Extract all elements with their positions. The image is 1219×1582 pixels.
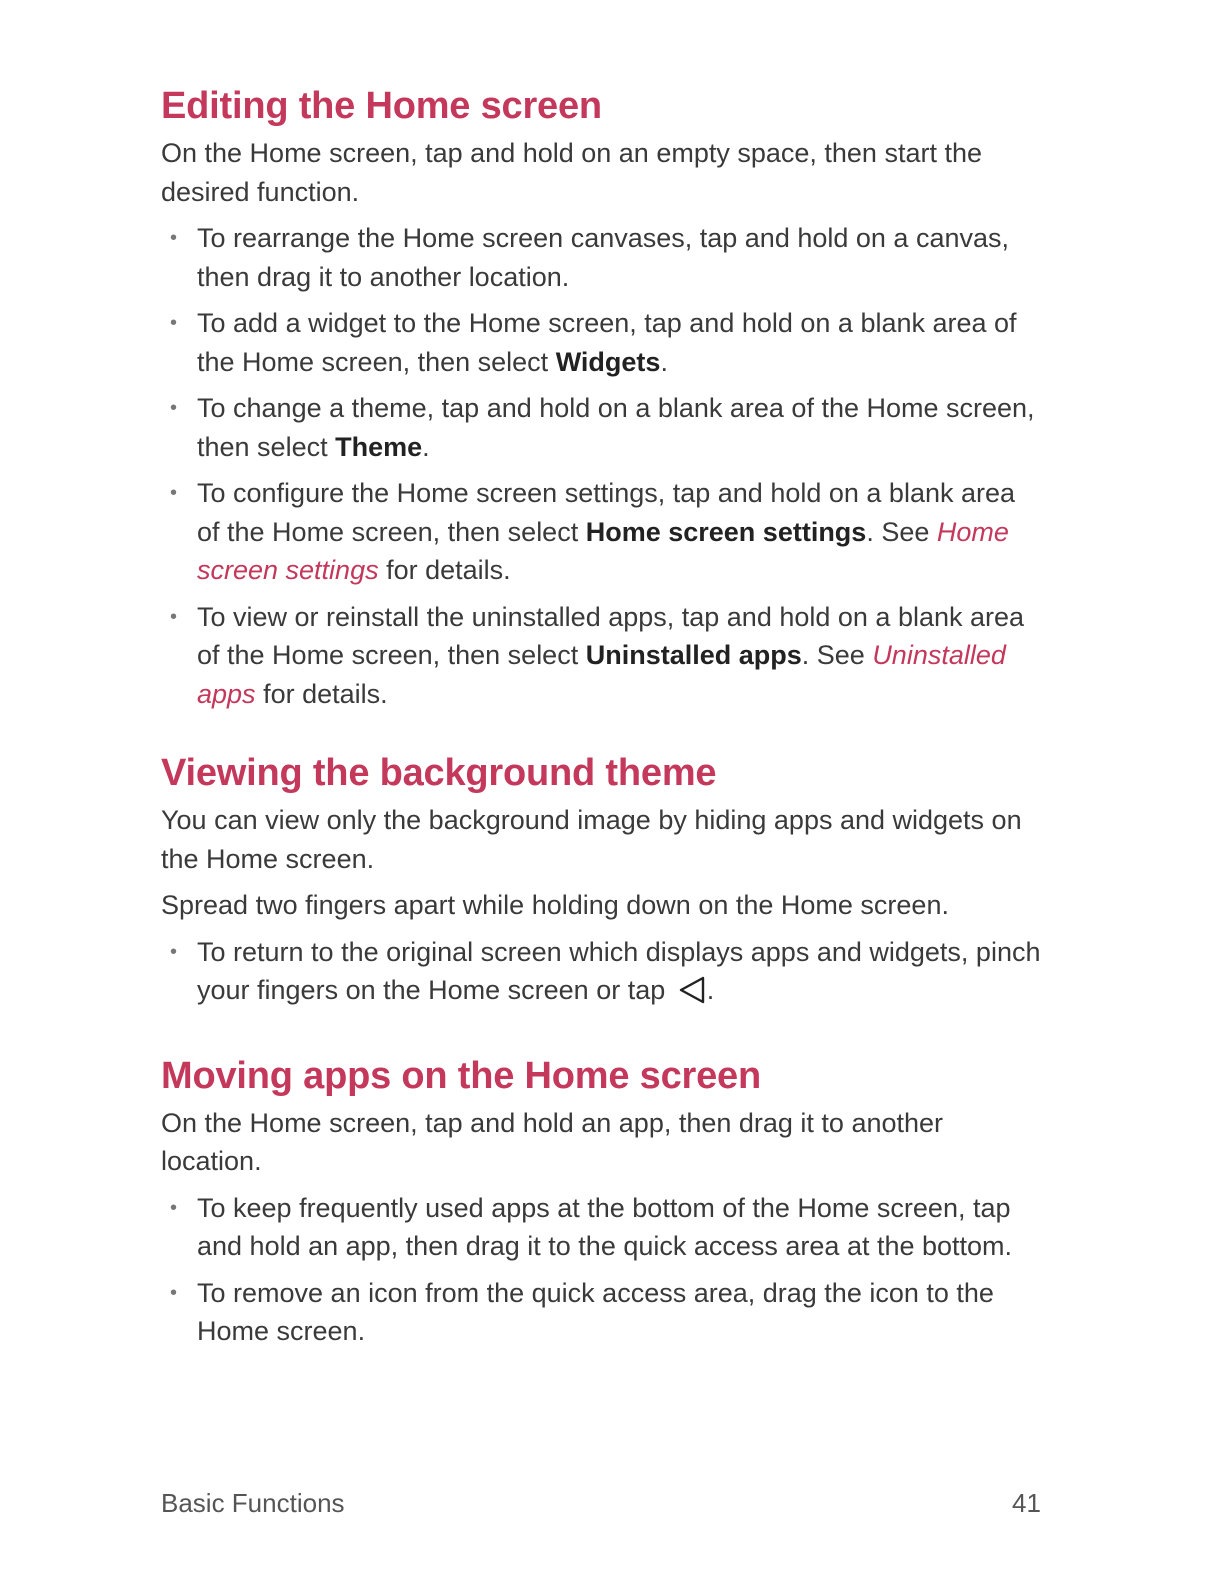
list-item-text: . See bbox=[801, 640, 873, 670]
section-title: Moving apps on the Home screen bbox=[161, 1054, 761, 1097]
bullet-dot: • bbox=[170, 312, 178, 334]
list-item-text: To return to the original screen which displays apps and widgets, pinch your fingers on the Home screen or tap bbox=[197, 936, 1041, 1005]
list-item bbox=[161, 1274, 1041, 1351]
section-editing-home-screen bbox=[161, 82, 1041, 713]
section-title: Viewing the background theme bbox=[161, 752, 717, 794]
list-item-text: To view or reinstall the uninstalled apps, tap and hold on a blank area of the Home screen, then select bbox=[197, 601, 1025, 670]
bullet-dot: • bbox=[170, 227, 178, 249]
list-item-text: . bbox=[706, 975, 715, 1005]
list-item-text: To change a theme, tap and hold on a blank area of the Home screen, then select bbox=[197, 393, 1035, 462]
section-intro: You can view only the background image by hiding apps and widgets on the Home screen. bbox=[161, 805, 1022, 874]
section-instruction: Spread two fingers apart while holding down on the Home screen. bbox=[161, 890, 949, 920]
bullet-dot: • bbox=[170, 482, 178, 504]
section-viewing-background-theme bbox=[161, 749, 1041, 1016]
menu-option-uninstalled-apps: Uninstalled apps bbox=[585, 640, 802, 670]
list-item-text: To remove an icon from the quick access area, drag the icon to the Home screen. bbox=[197, 1277, 994, 1346]
list-item-text: . bbox=[422, 431, 430, 462]
bullet-dot: • bbox=[170, 1281, 178, 1304]
list-item-text: To keep frequently used apps at the bottom of the Home screen, tap and hold an app, then drag it to the quick access area at the bottom. bbox=[197, 1192, 1013, 1261]
list-item bbox=[161, 1189, 1041, 1266]
list-item bbox=[161, 304, 1041, 381]
page-content bbox=[161, 82, 1041, 1387]
section-intro: On the Home screen, tap and hold on an empty space, then start the desired function. bbox=[161, 138, 982, 207]
footer-section-name: Basic Functions bbox=[161, 1488, 345, 1518]
list-item bbox=[161, 474, 1041, 590]
back-icon bbox=[677, 975, 707, 1016]
bullet-list bbox=[161, 219, 1041, 713]
list-item bbox=[161, 598, 1041, 714]
list-item bbox=[161, 389, 1041, 466]
list-item bbox=[161, 219, 1041, 296]
bullet-dot: • bbox=[170, 397, 178, 419]
bullet-dot: • bbox=[170, 605, 178, 628]
menu-option-widgets: Widgets bbox=[555, 346, 661, 377]
bullet-dot: • bbox=[170, 1196, 178, 1219]
list-item bbox=[161, 933, 1041, 1016]
list-item-text: for details. bbox=[378, 555, 511, 585]
list-item-text: . See bbox=[866, 516, 937, 547]
bullet-list bbox=[161, 1189, 1041, 1351]
link-uninstalled-apps[interactable]: Uninstalled apps bbox=[197, 640, 1006, 709]
bullet-list bbox=[161, 933, 1041, 1016]
link-home-screen-settings[interactable]: Home screen settings bbox=[197, 516, 1009, 585]
bullet-dot: • bbox=[170, 940, 178, 963]
section-intro: On the Home screen, tap and hold an app, then drag it to another location. bbox=[161, 1107, 944, 1176]
page-number: 41 bbox=[1012, 1488, 1041, 1518]
list-item-text: . bbox=[660, 346, 668, 377]
list-item-text: To add a widget to the Home screen, tap and hold on a blank area of the Home screen, then select bbox=[197, 308, 1017, 377]
menu-option-theme: Theme bbox=[335, 431, 423, 462]
list-item-text: To rearrange the Home screen canvases, tap and hold on a canvas, then drag it to another location. bbox=[197, 223, 1009, 292]
list-item-text: To configure the Home screen settings, tap and hold on a blank area of the Home screen, then select bbox=[197, 478, 1016, 547]
list-item-text: for details. bbox=[255, 678, 388, 709]
section-moving-apps bbox=[161, 1052, 1041, 1351]
section-title: Editing the Home screen bbox=[161, 85, 602, 127]
menu-option-home-screen-settings: Home screen settings bbox=[585, 516, 867, 547]
